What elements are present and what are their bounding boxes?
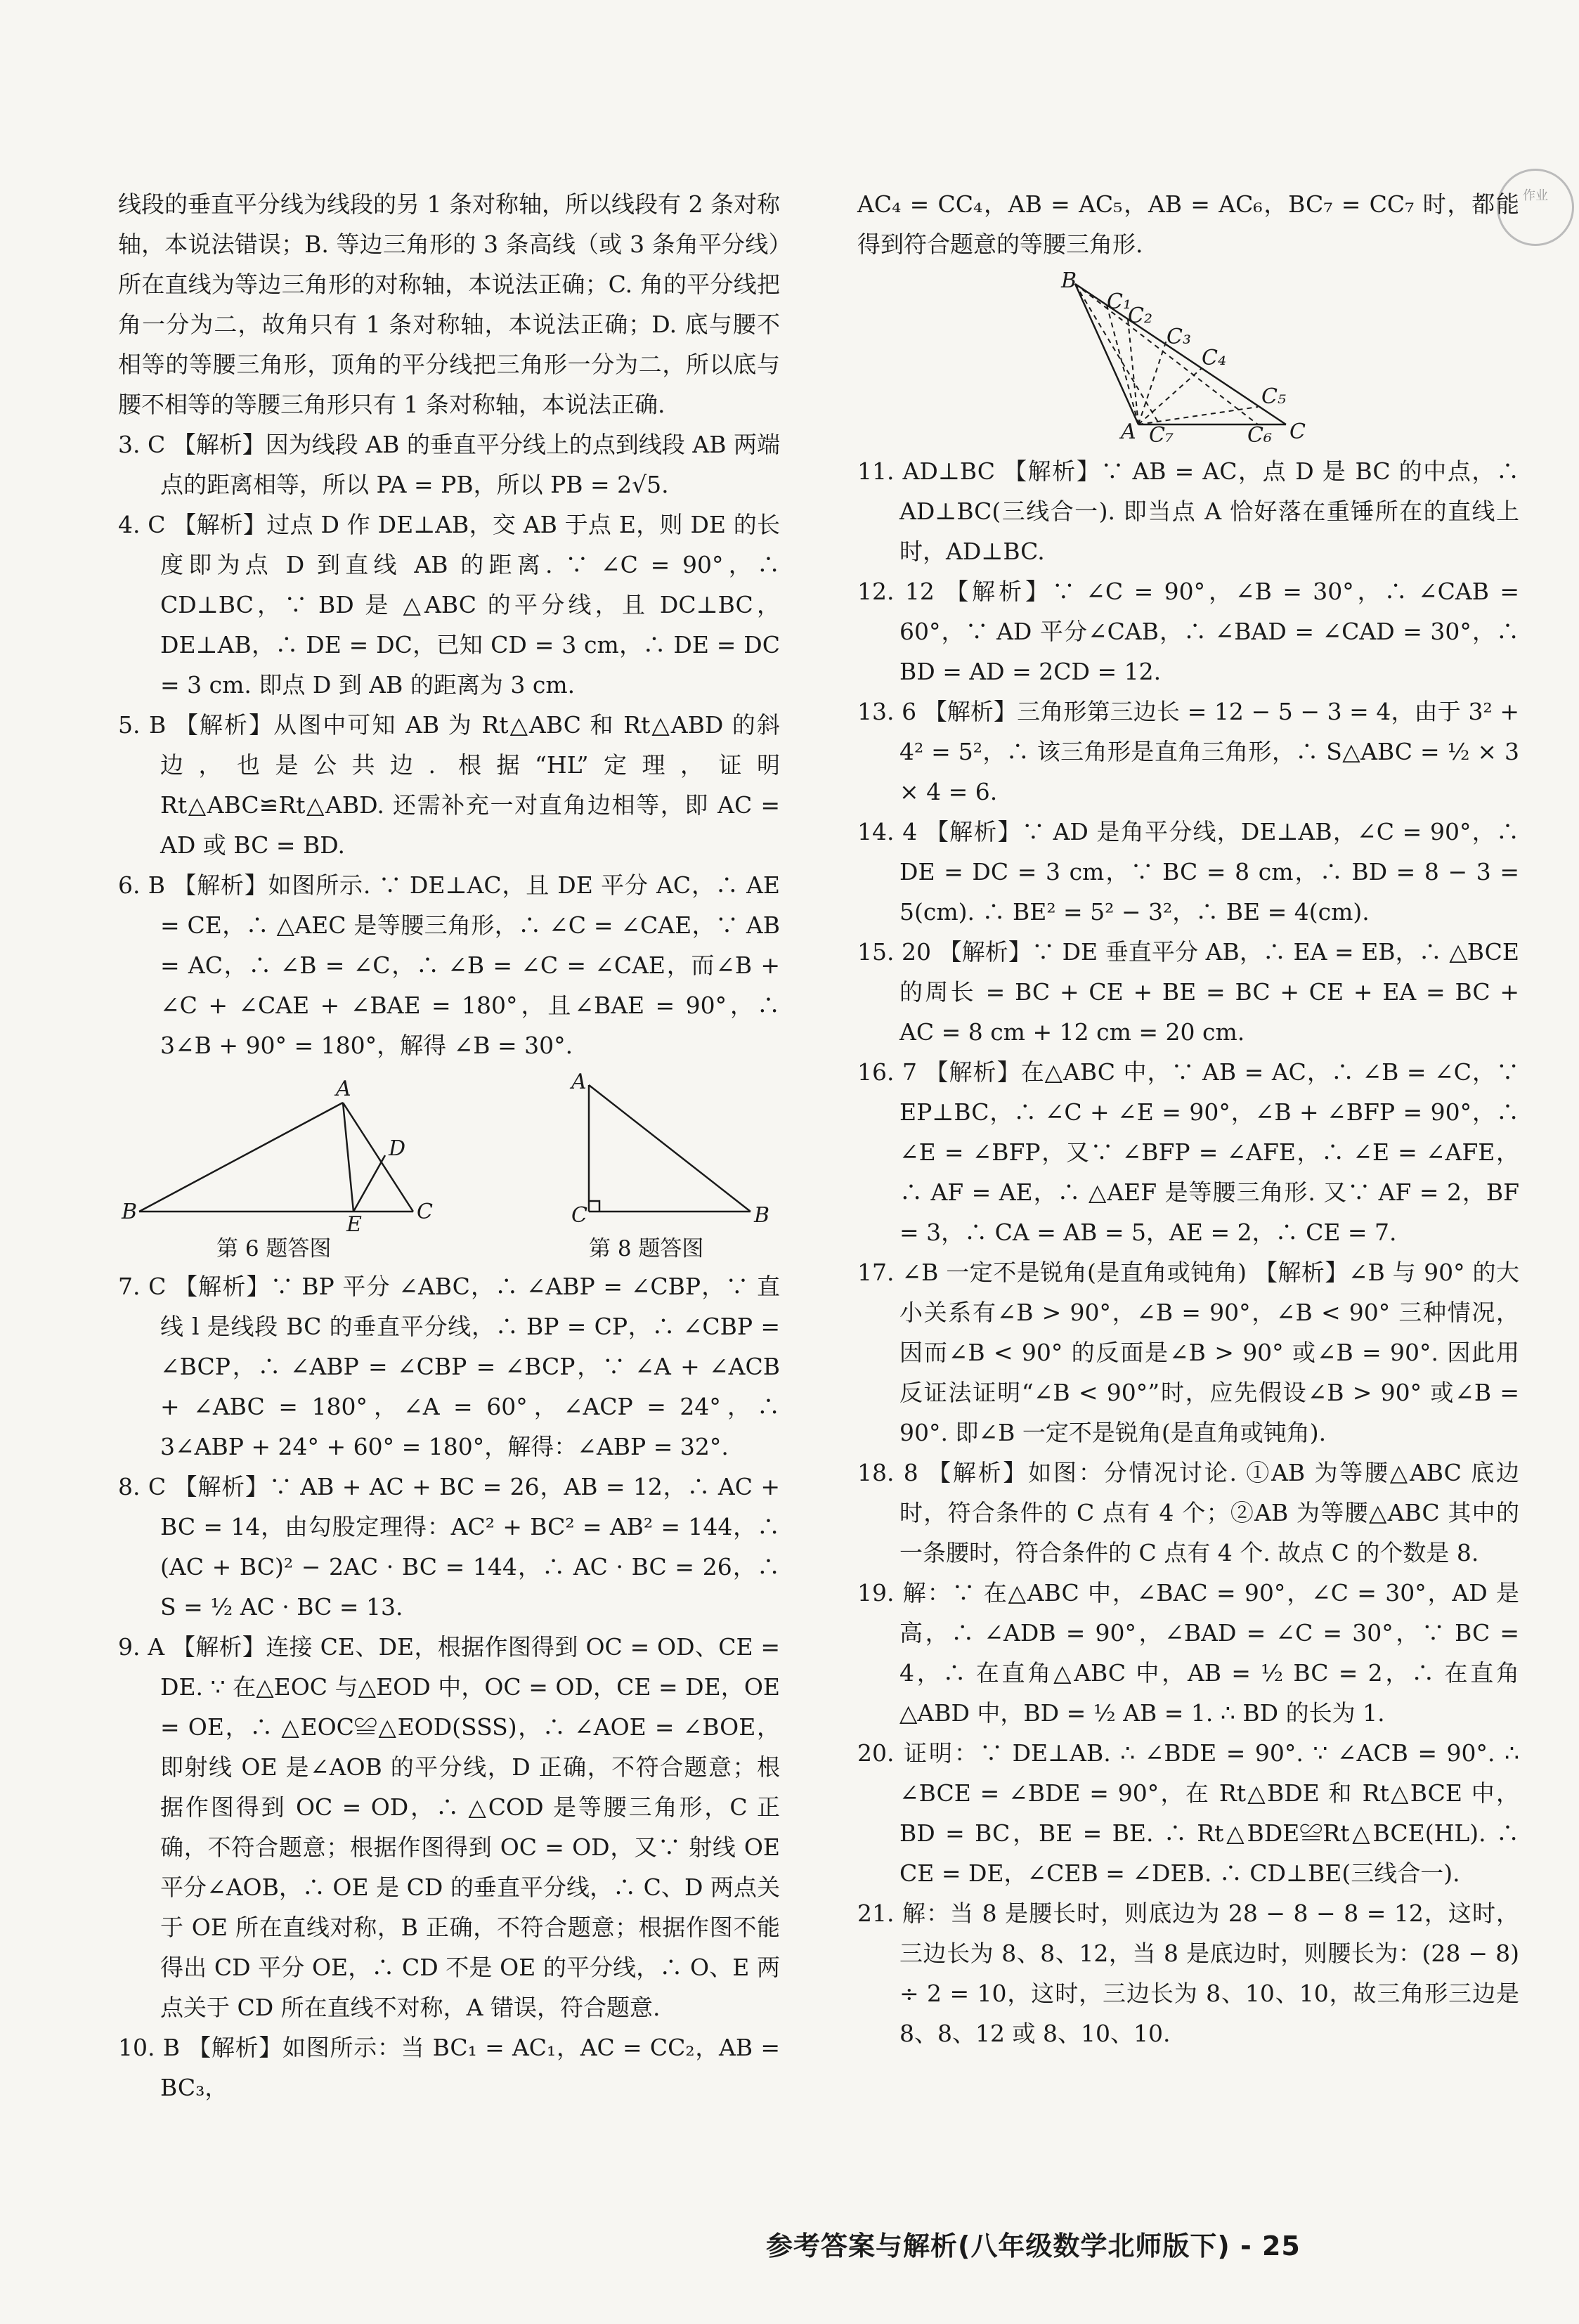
fig10-label-c7: C₇ xyxy=(1149,423,1174,446)
fig10-label-c5: C₅ xyxy=(1261,384,1286,409)
fig10-label-a: A xyxy=(1121,420,1136,444)
fig8-label-a: A xyxy=(571,1071,587,1094)
answer-17: 17. ∠B 一定不是锐角(是直角或钝角) 【解析】∠B 与 90° 的大小关系有∠B > 90°，∠B = 90°，∠B < 90° 三种情况，因而∠B < 90° 的反面是∠B > 90° 或∠B = 90°. 因此用反证法证明“∠B < 90°”时，应先假设∠B > 90° 或∠B = 90°. 即∠B 一定不是锐角(是直角或钝角). xyxy=(857,1259,1519,1446)
answer-8: 8. C 【解析】∵ AB + AC + BC = 26，AB = 12，∴ AC + BC = 14，由勾股定理得：AC² + BC² = AB² = 144，∴ (AC + BC)² − 2AC · BC = 144，∴ AC · BC = 26，∴ S = ½ AC · BC = 13. xyxy=(118,1473,780,1621)
fig6-label-d: D xyxy=(389,1136,406,1161)
answer-11: 11. AD⊥BC 【解析】∵ AB = AC，点 D 是 BC 的中点，∴ AD⊥BC(三线合一). 即当点 A 恰好落在重锤所在的直线上时，AD⊥BC. xyxy=(857,457,1519,565)
fig10-label-c1: C₁ xyxy=(1107,290,1131,314)
answer-15: 15. 20 【解析】∵ DE 垂直平分 AB，∴ EA = EB，∴ △BCE 的周长 = BC + CE + BE = BC + CE + EA = BC + AC = 8 cm + 12 cm = 20 cm. xyxy=(857,938,1519,1046)
fig10-label-b: B xyxy=(1061,270,1077,293)
answer-7: 7. C 【解析】∵ BP 平分 ∠ABC，∴ ∠ABP = ∠CBP，∵ 直线 l 是线段 BC 的垂直平分线，∴ BP = CP，∴ ∠CBP = ∠BCP，∴ ∠ABP = ∠CBP = ∠BCP，∵ ∠A + ∠ACB + ∠ABC = 180°，∠A = 60°，∠ACP = 24°，∴ 3∠ABP + 24° + 60° = 180°，解得：∠ABP = 32°. xyxy=(118,1273,780,1460)
fig10-label-c3: C₃ xyxy=(1167,325,1191,349)
figure-8-caption: 第 8 题答图 xyxy=(589,1236,704,1261)
answer-13: 13. 6 【解析】三角形第三边长 = 12 − 5 − 3 = 4，由于 3² + 4² = 5²，∴ 该三角形是直角三角形，∴ S△ABC = ½ × 3 × 4 = 6. xyxy=(857,698,1519,805)
figure-6-caption: 第 6 题答图 xyxy=(216,1236,332,1261)
fig10-label-c: C xyxy=(1289,420,1306,444)
answer-14: 14. 4 【解析】∵ AD 是角平分线，DE⊥AB，∠C = 90°，∴ DE = DC = 3 cm，∵ BC = 8 cm，∴ BD = 8 − 3 = 5(cm). ∴ BE² = 5² − 3²，∴ BE = 4(cm). xyxy=(857,818,1519,926)
answer-text: 线段的垂直平分线为线段的另 1 条对称轴，所以线段有 2 条对称轴，本说法错误；B. 等边三角形的 3 条高线（或 3 条角平分线）所在直线为等边三角形的对称轴，本说法正确；C. 角的平分线把角一分为二，故角只有 1 条对称轴，本说法正确；D. 底与腰不相等的等腰三角形，顶角的平分线把三角形一分为二，所以底与腰不相等的等腰三角形只有 1 条对称轴，本说法正确. xyxy=(118,190,780,418)
fig6-label-b: B xyxy=(122,1200,138,1224)
figure-6-8-svg xyxy=(118,1071,780,1233)
figure-6-drawing xyxy=(139,1103,413,1212)
figure-10-svg xyxy=(857,270,1519,446)
answer-4: 4. C 【解析】过点 D 作 DE⊥AB，交 AB 于点 E，则 DE 的长度即为点 D 到直线 AB 的距离. ∵ ∠C = 90°，∴ CD⊥BC，∵ BD 是 △ABC 的平分线，且 DC⊥BC，DE⊥AB，∴ DE = DC，已知 CD = 3 cm，∴ DE = DC = 3 cm. 即点 D 到 AB 的距离为 3 cm. xyxy=(118,511,780,699)
answer-6: 6. B 【解析】如图所示. ∵ DE⊥AC，且 DE 平分 AC，∴ AE = CE，∴ △AEC 是等腰三角形，∴ ∠C = ∠CAE，∵ AB = AC，∴ ∠B = ∠C，∴ ∠B = ∠C = ∠CAE，而∠B + ∠C + ∠CAE + ∠BAE = 180°，且∠BAE = 90°，∴ 3∠B + 90° = 180°，解得 ∠B = 30°. xyxy=(118,871,780,1059)
answer-19: 19. 解：∵ 在△ABC 中，∠BAC = 90°，∠C = 30°，AD 是高，∴ ∠ADB = 90°，∠BAD = ∠C = 30°，∵ BC = 4，∴ 在直角△ABC 中，AB = ½ BC = 2，∴ 在直角△ABD 中，BD = ½ AB = 1. ∴ BD 的长为 1. xyxy=(857,1579,1519,1727)
right-column xyxy=(857,184,1519,2053)
figure-10 xyxy=(857,270,1519,446)
answer-5: 5. B 【解析】从图中可知 AB 为 Rt△ABC 和 Rt△ABD 的斜边，也是公共边. 根据“HL”定理，证明 Rt△ABC≌Rt△ABD. 还需补充一对直角边相等，即 AC = AD 或 BC = BD. xyxy=(118,711,780,859)
answer-9: 9. A 【解析】连接 CE、DE，根据作图得到 OC = OD、CE = DE. ∵ 在△EOC 与△EOD 中，OC = OD，CE = DE，OE = OE，∴ △EOC≌△EOD(SSS)，∴ ∠AOE = ∠BOE，即射线 OE 是∠AOB 的平分线，D 正确，不符合题意；根据作图得到 OC = OD，∴ △COD 是等腰三角形，C 正确，不符合题意；根据作图得到 OC = OD，又∵ 射线 OE 平分∠AOB，∴ OE 是 CD 的垂直平分线，∴ C、D 两点关于 OE 所在直线对称，B 正确，不符合题意；根据作图不能得出 CD 平分 OE，∴ CD 不是 OE 的平分线，∴ O、E 两点关于 CD 所在直线不对称，A 错误，符合题意. xyxy=(118,1633,780,2021)
fig6-label-c: C xyxy=(417,1200,433,1224)
corner-stamp: 作业 xyxy=(1497,169,1574,246)
answer-20: 20. 证明：∵ DE⊥AB. ∴ ∠BDE = 90°. ∵ ∠ACB = 90°. ∴ ∠BCE = ∠BDE = 90°，在 Rt△BDE 和 Rt△BCE 中，BD = BC，BE = BE. ∴ Rt△BDE≌Rt△BCE(HL). ∴ CE = DE，∠CEB = ∠DEB. ∴ CD⊥BE(三线合一). xyxy=(857,1739,1519,1887)
page-footer: 参考答案与解析(八年级数学北师版下) - 25 xyxy=(766,2231,1301,2261)
figure-10-dashed-lines xyxy=(1075,284,1258,424)
fig8-label-b: B xyxy=(754,1203,770,1228)
answer-16: 16. 7 【解析】在△ABC 中，∵ AB = AC，∴ ∠B = ∠C，∵ EP⊥BC，∴ ∠C + ∠E = 90°，∠B + ∠BFP = 90°，∴ ∠E = ∠BFP，又∵ ∠BFP = ∠AFE，∴ ∠E = ∠AFE，∴ AF = AE，∴ △AEF 是等腰三角形. 又∵ AF = 2，BF = 3，∴ CA = AB = 5，AE = 2，∴ CE = 7. xyxy=(857,1058,1519,1246)
fig10-label-c6: C₆ xyxy=(1247,423,1272,446)
fig10-label-c4: C₄ xyxy=(1202,346,1226,370)
fig10-label-c2: C₂ xyxy=(1128,304,1152,328)
left-column xyxy=(118,184,780,2108)
figure-8-drawing xyxy=(589,1085,750,1212)
figure-6-and-8 xyxy=(118,1071,780,1261)
answer-12: 12. 12 【解析】∵ ∠C = 90°，∠B = 30°，∴ ∠CAB = 60°，∵ AD 平分∠CAB，∴ ∠BAD = ∠CAD = 30°，∴ BD = AD = 2CD = 12. xyxy=(857,578,1519,685)
answer-10-continued: AC₄ = CC₄，AB = AC₅，AB = AC₆，BC₇ = CC₇ 时，都能得到符合题意的等腰三角形. xyxy=(857,190,1519,258)
answer-21: 21. 解：当 8 是腰长时，则底边为 28 − 8 − 8 = 12，这时，三边长为 8、8、12，当 8 是底边时，则腰长为：(28 − 8) ÷ 2 = 10，这时，三边长为 8、10、10，故三角形三边是 8、8、12 或 8、10、10. xyxy=(857,1900,1519,2047)
fig6-label-e: E xyxy=(346,1212,362,1233)
fig8-label-c: C xyxy=(571,1203,587,1228)
answer-10: 10. B 【解析】如图所示：当 BC₁ = AC₁，AC = CC₂，AB = BC₃， xyxy=(118,2034,780,2101)
fig6-label-a: A xyxy=(336,1077,351,1101)
answer-18: 18. 8 【解析】如图：分情况讨论. ①AB 为等腰△ABC 底边时，符合条件的 C 点有 4 个；②AB 为等腰△ABC 其中的一条腰时，符合条件的 C 点有 4 个. 故点 C 的个数是 8. xyxy=(857,1459,1519,1566)
answer-3: 3. C 【解析】因为线段 AB 的垂直平分线上的点到线段 AB 两端点的距离相等，所以 PA = PB，所以 PB = 2√5. xyxy=(118,431,780,498)
